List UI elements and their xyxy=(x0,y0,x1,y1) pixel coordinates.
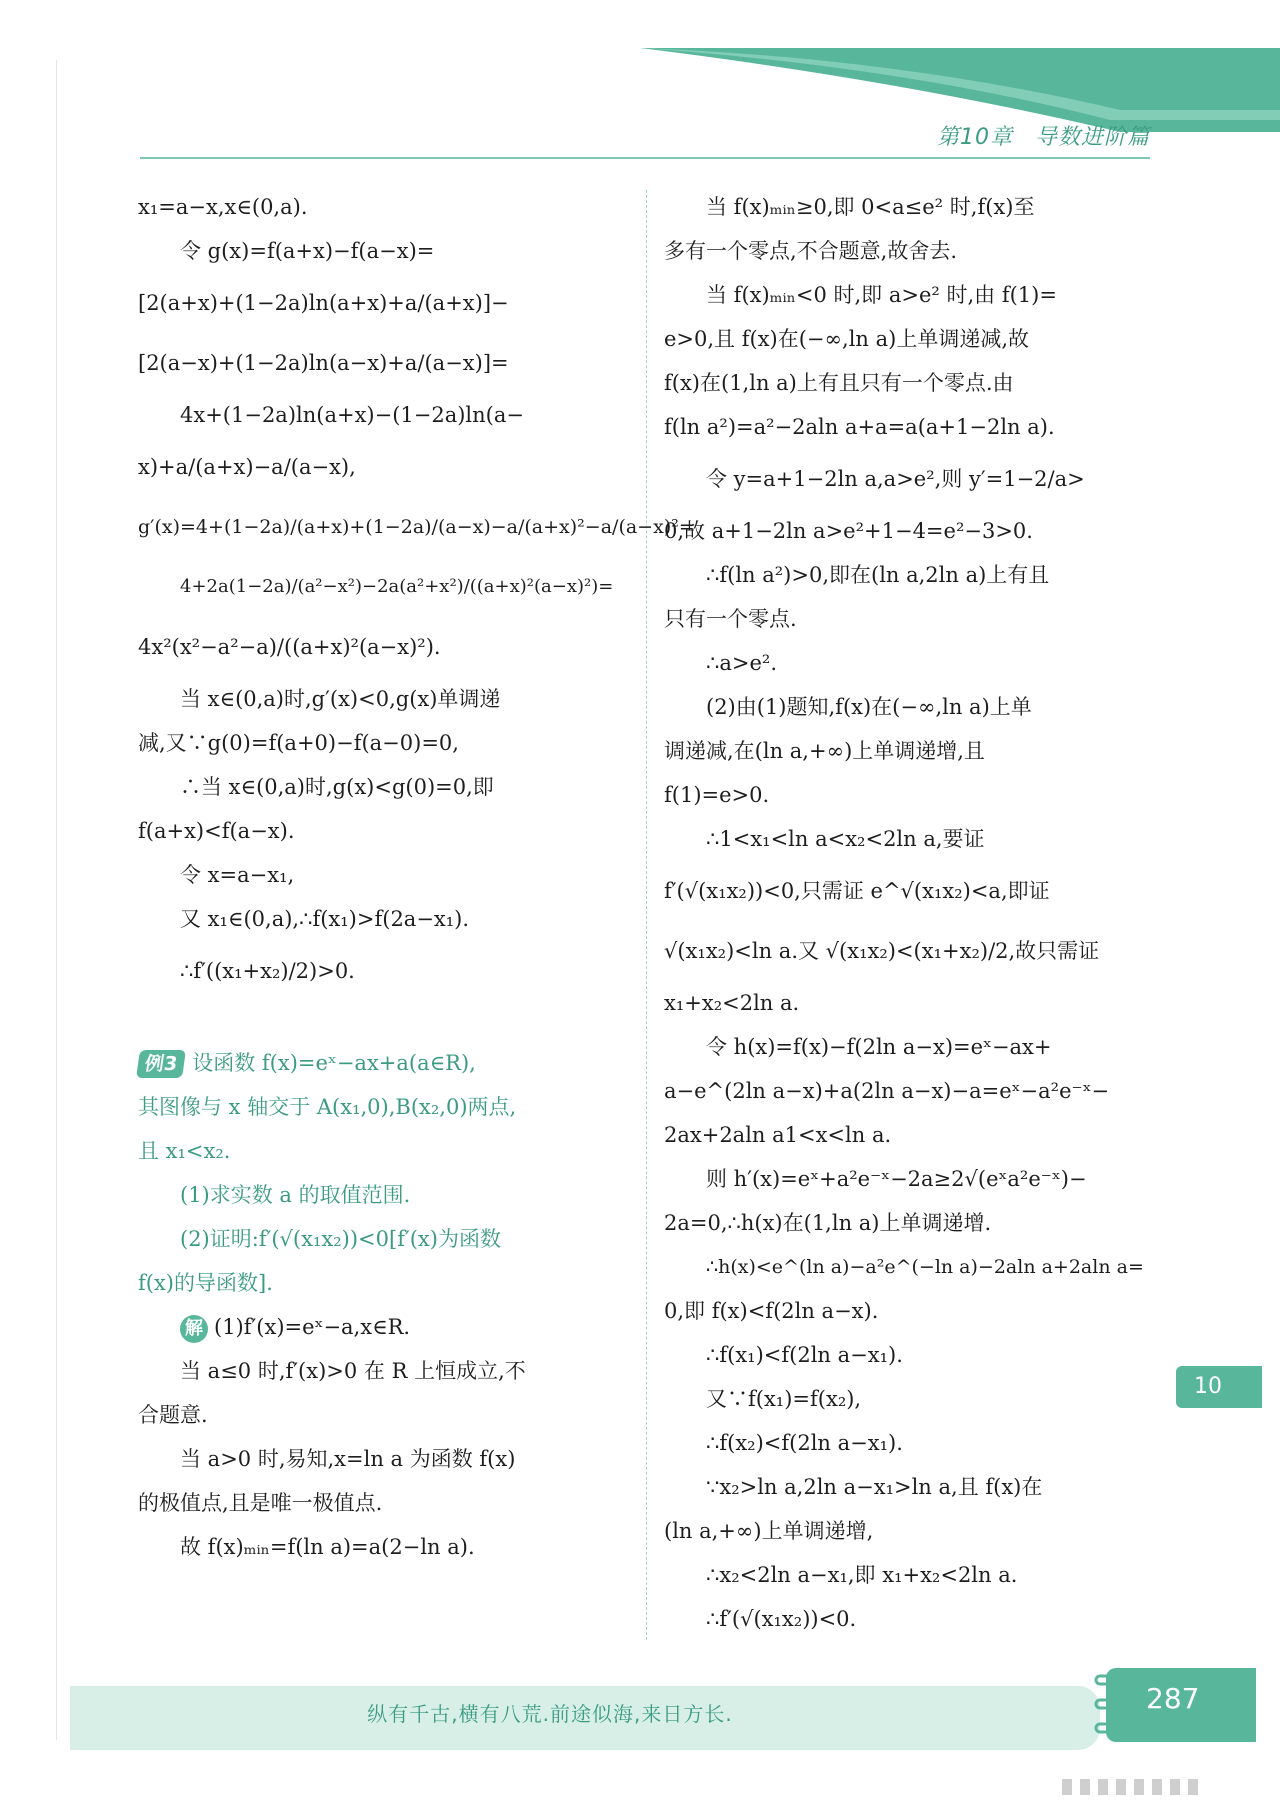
text-line: ∴f(ln a²)>0,即在(ln a,2ln a)上有且 xyxy=(706,563,1050,587)
solution-label: 解 xyxy=(180,1315,208,1343)
text-line: f(a+x)<f(a−x). xyxy=(138,819,295,843)
text-line: ∴h(x)<e^(ln a)−a²e^(−ln a)−2aln a+2aln a= xyxy=(706,1256,1144,1278)
chapter-heading xyxy=(937,120,1150,151)
math-line: √(x₁x₂)<ln a.又 √(x₁x₂)<(x₁+x₂)/2,故只需证 xyxy=(664,939,1100,963)
chapter-title: 导数进阶篇 xyxy=(1034,125,1150,150)
header-rule xyxy=(140,157,1150,159)
column-divider xyxy=(646,190,647,1640)
math-line: 4x²(x²−a²−a)/((a+x)²(a−x)²). xyxy=(138,635,441,659)
scan-marks xyxy=(1060,1775,1230,1799)
text-line: 多有一个零点,不合题意,故舍去. xyxy=(664,239,958,263)
math-line: 令 y=a+1−2ln a,a>e²,则 y′=1−2/a> xyxy=(706,467,1085,491)
text-line: 4x+(1−2a)ln(a+x)−(1−2a)ln(a− xyxy=(180,403,524,427)
text-line: e>0,且 f(x)在(−∞,ln a)上单调递减,故 xyxy=(664,327,1029,351)
text-line: 令 h(x)=f(x)−f(2ln a−x)=eˣ−ax+ xyxy=(706,1035,1052,1059)
text-line: 合题意. xyxy=(138,1403,208,1427)
text-line: ∴x₂<2ln a−x₁,即 x₁+x₂<2ln a. xyxy=(706,1563,1018,1587)
example-part-1: (1)求实数 a 的取值范围. xyxy=(180,1183,411,1207)
math-line: ∴f′((x₁+x₂)/2)>0. xyxy=(180,959,355,983)
right-column xyxy=(664,185,1166,1641)
text-line: 只有一个零点. xyxy=(664,607,797,631)
text-line: 令 g(x)=f(a+x)−f(a−x)= xyxy=(180,239,435,263)
example-part-2: (2)证明:f′(√(x₁x₂))<0[f′(x)为函数 xyxy=(180,1227,501,1251)
text-line: f(x)在(1,ln a)上有且只有一个零点.由 xyxy=(664,371,1014,395)
text-line: 当 f(x)ₘᵢₙ≥0,即 0<a≤e² 时,f(x)至 xyxy=(706,195,1035,219)
text-line: 故 f(x)ₘᵢₙ=f(ln a)=a(2−ln a). xyxy=(180,1535,475,1559)
text-line: 减,又∵g(0)=f(a+0)−f(a−0)=0, xyxy=(138,731,459,755)
solution-start xyxy=(138,1305,628,1349)
text-line: ∵x₂>ln a,2ln a−x₁>ln a,且 f(x)在 xyxy=(706,1475,1043,1499)
example-statement: 其图像与 x 轴交于 A(x₁,0),B(x₂,0)两点, xyxy=(138,1095,517,1119)
text-line: ∴f(x₂)<f(2ln a−x₁). xyxy=(706,1431,903,1455)
math-line: g′(x)=4+(1−2a)/(a+x)+(1−2a)/(a−x)−a/(a+x)²−a/(a−x)²= xyxy=(138,516,695,538)
example-label: 例3 xyxy=(136,1050,186,1078)
text-line: 2a=0,∴h(x)在(1,ln a)上单调递增. xyxy=(664,1211,992,1235)
chapter-label: 第10章 xyxy=(936,125,1013,150)
solution-text: (1)f′(x)=eˣ−a,x∈R. xyxy=(214,1315,411,1339)
text-line: 当 f(x)ₘᵢₙ<0 时,即 a>e² 时,由 f(1)= xyxy=(706,283,1057,307)
text-line: 2ax+2aln a1<x<ln a. xyxy=(664,1123,892,1147)
text-line: 0,即 f(x)<f(2ln a−x). xyxy=(664,1299,879,1323)
text-line: ∴1<x₁<ln a<x₂<2ln a,要证 xyxy=(706,827,985,851)
example-text: 设函数 f(x)=eˣ−ax+a(a∈R), xyxy=(192,1051,476,1075)
text-line: 则 h′(x)=eˣ+a²e⁻ˣ−2a≥2√(eˣa²e⁻ˣ)− xyxy=(706,1167,1087,1191)
text-line: 调递减,在(ln a,+∞)上单调递增,且 xyxy=(664,739,985,763)
text-line: 又∵f(x₁)=f(x₂), xyxy=(706,1387,862,1411)
text-line: (ln a,+∞)上单调递增, xyxy=(664,1519,874,1543)
chapter-side-tab: 10 xyxy=(1176,1366,1262,1408)
example-statement xyxy=(138,1041,628,1085)
text-line: 当 a>0 时,易知,x=ln a 为函数 f(x) xyxy=(180,1447,516,1471)
text-line: ∴f′(√(x₁x₂))<0. xyxy=(706,1607,857,1631)
text-line: (2)由(1)题知,f(x)在(−∞,ln a)上单 xyxy=(706,695,1032,719)
text-line: x₁=a−x,x∈(0,a). xyxy=(138,195,308,219)
text-line: f(ln a²)=a²−2aln a+a=a(a+1−2ln a). xyxy=(664,415,1055,439)
example-part-2-cont: f(x)的导函数]. xyxy=(138,1271,273,1295)
text-line: 令 x=a−x₁, xyxy=(180,863,295,887)
text-line: 的极值点,且是唯一极值点. xyxy=(138,1491,383,1515)
footer-motto: 纵有千古,横有八荒.前途似海,来日方长. xyxy=(367,1702,733,1726)
text-line: a−e^(2ln a−x)+a(2ln a−x)−a=eˣ−a²e⁻ˣ− xyxy=(664,1079,1110,1103)
text-line: ∴当 x∈(0,a)时,g(x)<g(0)=0,即 xyxy=(180,775,494,799)
text-line: f(1)=e>0. xyxy=(664,783,770,807)
text-line: ∴f(x₁)<f(2ln a−x₁). xyxy=(706,1343,903,1367)
text-line: 又 x₁∈(0,a),∴f(x₁)>f(2a−x₁). xyxy=(180,907,470,931)
math-line: f′(√(x₁x₂))<0,只需证 e^√(x₁x₂)<a,即证 xyxy=(664,879,1050,903)
math-line: x)+a/(a+x)−a/(a−x), xyxy=(138,455,356,479)
page-number: 287 xyxy=(1146,1682,1200,1715)
text-line: 当 x∈(0,a)时,g′(x)<0,g(x)单调递 xyxy=(180,687,501,711)
text-line: 当 a≤0 时,f′(x)>0 在 R 上恒成立,不 xyxy=(180,1359,526,1383)
math-line: [2(a−x)+(1−2a)ln(a−x)+a/(a−x)]= xyxy=(138,351,509,375)
math-line: [2(a+x)+(1−2a)ln(a+x)+a/(a+x)]− xyxy=(138,291,509,315)
text-line: ∴a>e². xyxy=(706,651,777,675)
math-line: 4+2a(1−2a)/(a²−x²)−2a(a²+x²)/((a+x)²(a−x)²)= xyxy=(180,576,614,597)
example-statement: 且 x₁<x₂. xyxy=(138,1139,231,1163)
text-line: x₁+x₂<2ln a. xyxy=(664,991,800,1015)
left-column xyxy=(138,185,695,1569)
page-edge-line xyxy=(56,60,57,1740)
text-line: 0,故 a+1−2ln a>e²+1−4=e²−3>0. xyxy=(664,519,1033,543)
